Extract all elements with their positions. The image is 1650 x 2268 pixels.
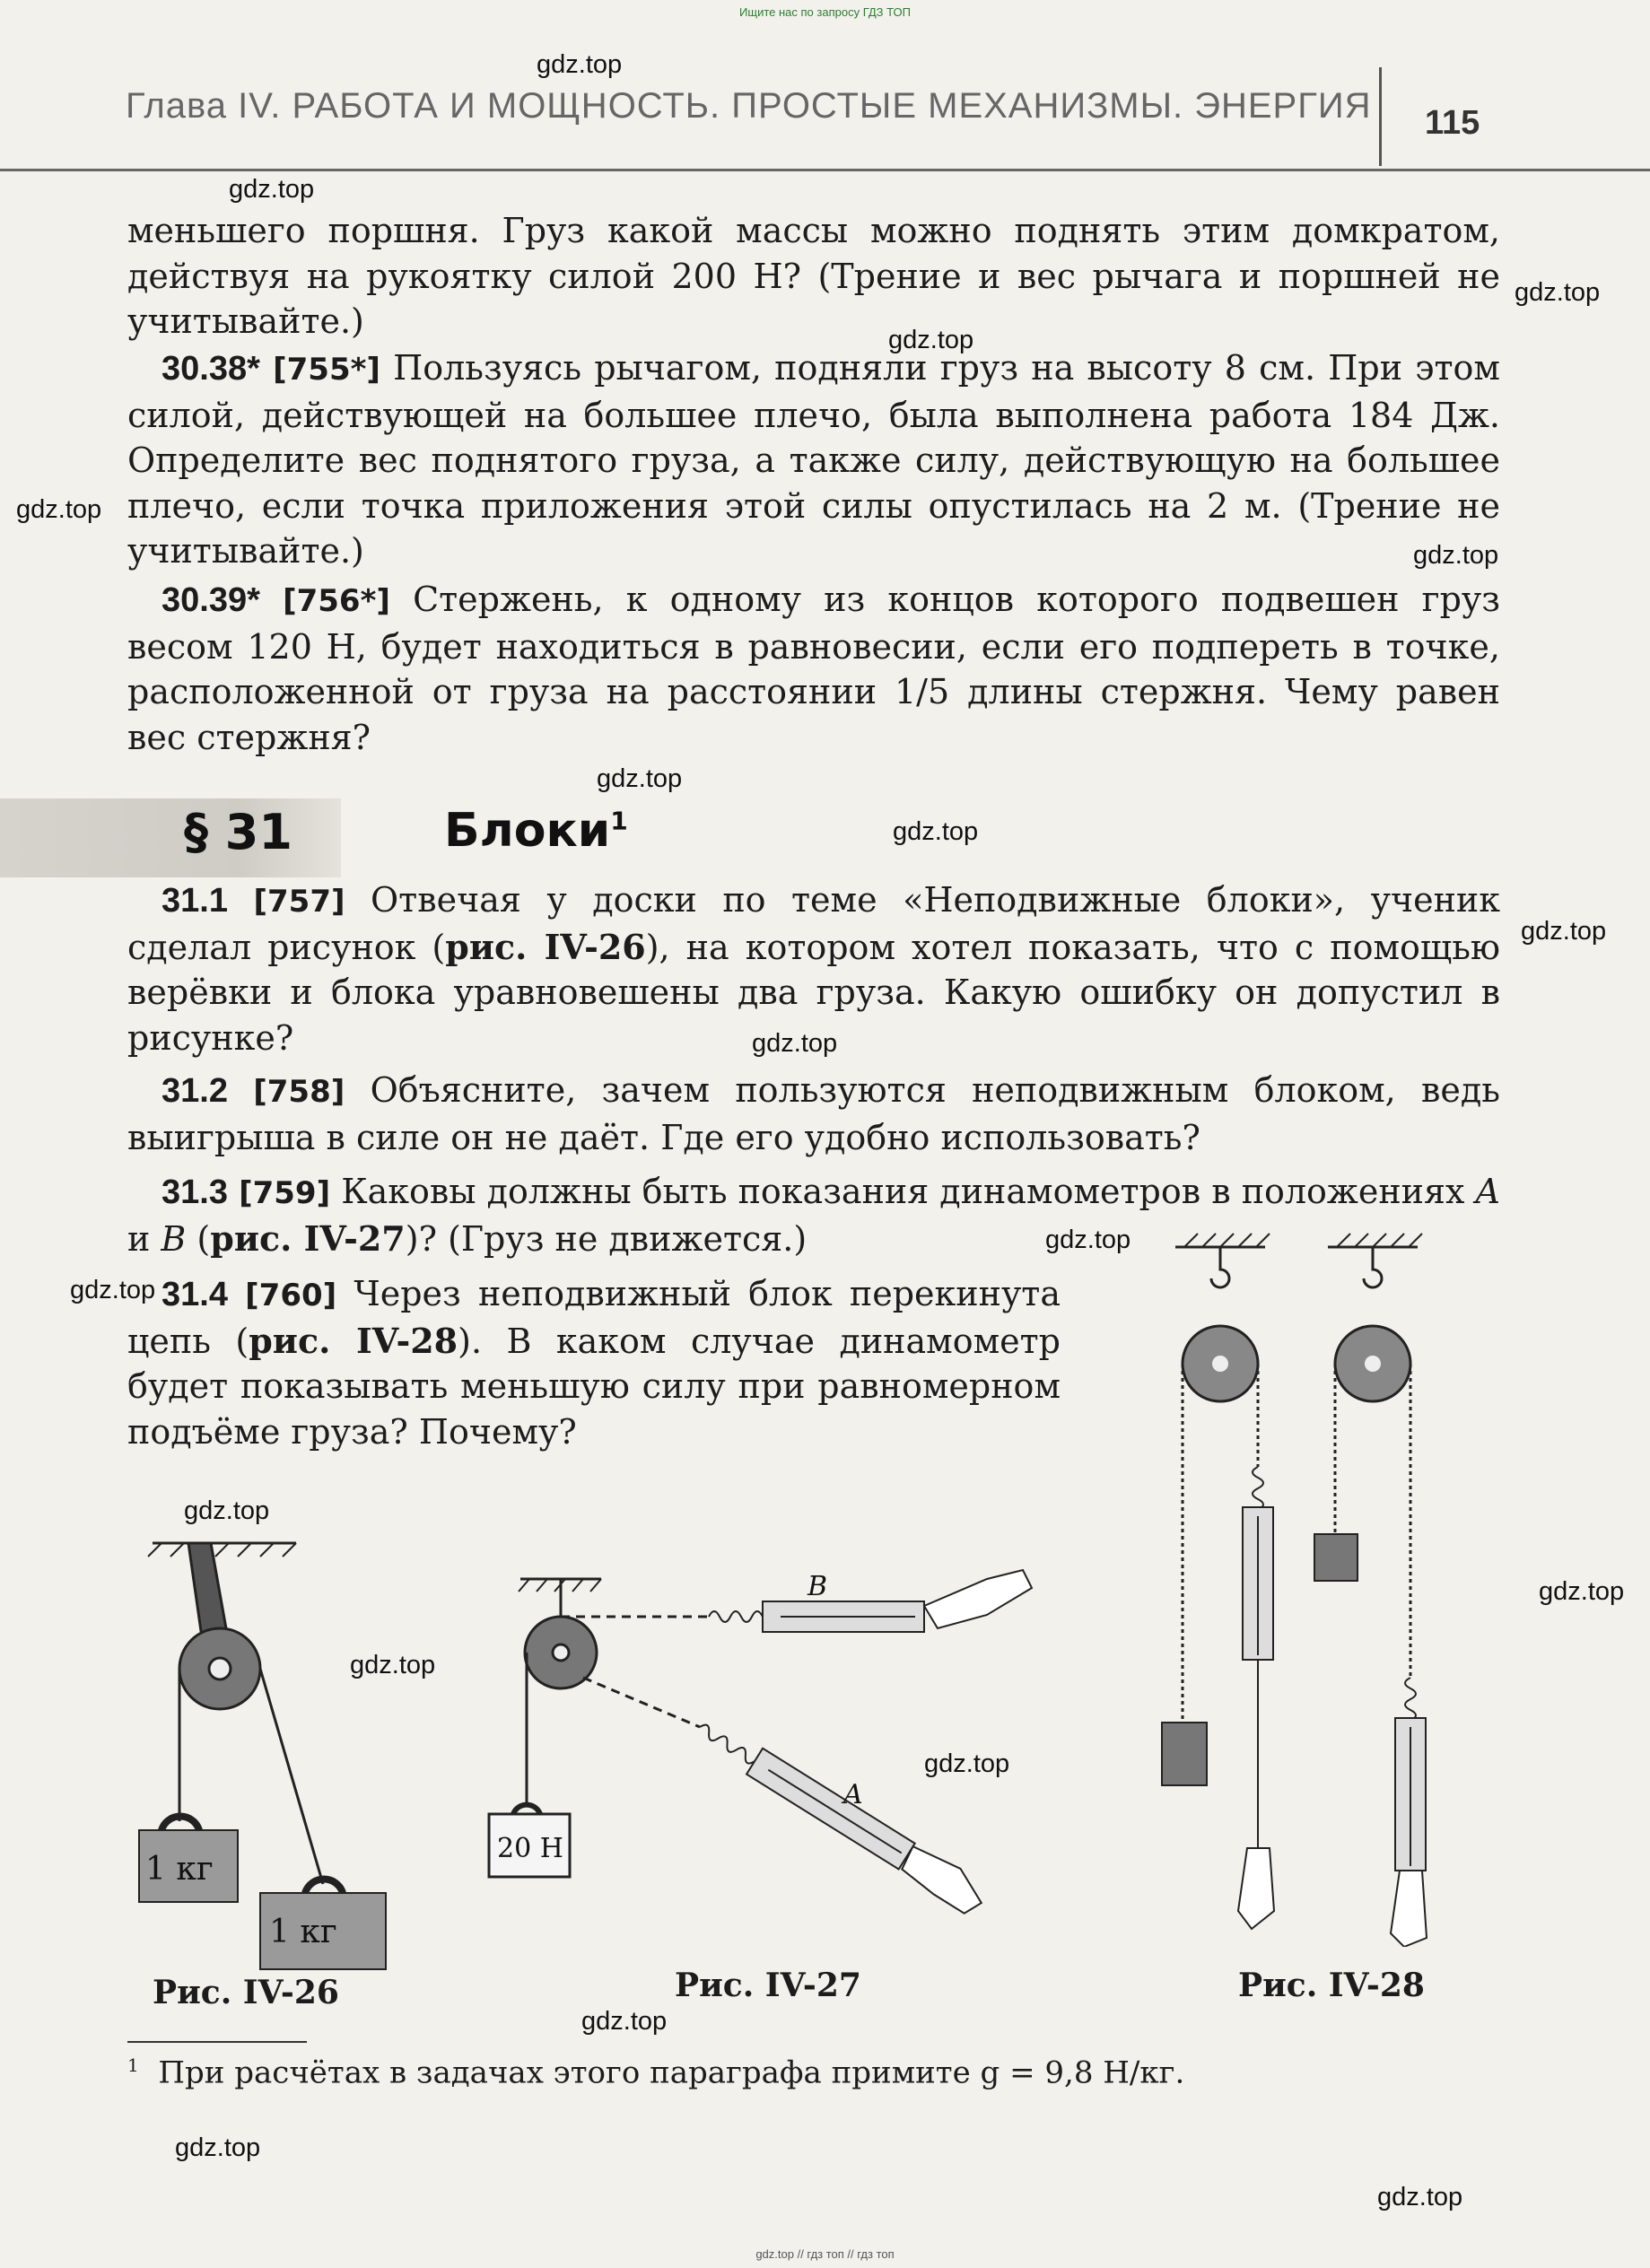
problem-number: 30.39 [162,581,248,619]
watermark: gdz.top [1515,278,1601,307]
chapter-title: Глава IV. РАБОТА И МОЩНОСТЬ. ПРОСТЫЕ МЕХАНИЗМЫ. ЭНЕРГИЯ [126,86,1372,126]
watermark: gdz.top [924,1749,1010,1778]
watermark: gdz.top [16,495,102,524]
watermark: gdz.top [752,1029,838,1058]
problem-ref: [758] [253,1074,345,1110]
problem-ref: [760] [245,1278,337,1313]
problem-ref: [759] [239,1175,331,1211]
weight-label: 20 Н [497,1833,563,1864]
watermark: gdz.top [350,1651,436,1679]
watermark: gdz.top [70,1276,156,1304]
figure-caption: Рис. IV-28 [1238,1967,1425,2004]
figure-iv-27 [485,1552,1059,1965]
problem-ref: [756*] [283,583,390,619]
figure-iv-26 [135,1525,511,1974]
figure-iv-28 [1148,1229,1489,1947]
section-title: Блоки$^1$ [444,804,628,858]
label-a: A [843,1779,863,1810]
figure-ref: рис. IV-28 [249,1320,458,1361]
problem-number: 30.38 [162,350,248,388]
problem-number: 31.3 [162,1173,228,1211]
watermark: gdz.top [1377,2183,1463,2211]
problem-number: 31.4 [162,1276,228,1313]
right-weight-label: 1 кг [269,1914,337,1950]
problem-number: 31.1 [162,882,228,920]
bottom-note: gdz.top // гдз топ // гдз топ [755,2247,895,2261]
problem-31-2: 31.2 [758] Объясните, зачем пользуются неподвижным блоком, ведь выигрыша в силе он не даёт. Где его удобно использовать? [127,1070,1500,1157]
problem-31-4: 31.4 [760] Через неподвижный блок перекинута цепь (рис. IV-28). В каком случае динамометр будет показывать меньшую силу при равномерном подъёме груза? Почему? [127,1274,1061,1452]
watermark: gdz.top [537,50,623,79]
watermark: gdz.top [1521,917,1607,946]
problem-31-3: 31.3 [759] Каковы должны быть показания динамометров в положениях A и B (рис. IV-27)? (Груз не движется.) [127,1172,1500,1259]
watermark: gdz.top [1539,1577,1625,1606]
watermark: gdz.top [597,764,683,793]
figure-ref: рис. IV-27 [210,1217,406,1259]
header-rule [0,169,1650,171]
footnote-rule [127,2041,307,2043]
problem-text: Пользуясь рычагом, подняли груз на высоту 8 см. При этом силой, действующей на большее плечо, была выполнена работа 184 Дж. Определите вес поднятого груза, а также силу, действующую на большее плечо, если точка приложения этой силы опустилась на 2 м. (Трение не учитывайте.) [127,348,1500,571]
problem-number: 31.2 [162,1072,228,1110]
watermark: gdz.top [229,175,315,204]
watermark: gdz.top [1413,541,1499,570]
problem-30-39: 30.39* [756*] Стержень, к одному из концов которого подвешен груз весом 120 Н, будет находиться в равновесии, если его подпереть в точке, расположенной от груза на расстоянии 1/5 длины стержня. Чему равен вес стержня? [127,580,1500,757]
left-weight-label: 1 кг [145,1851,214,1888]
watermark: gdz.top [888,326,974,354]
section-number: § 31 [184,804,292,860]
problem-31-1: 31.1 [757] Отвечая у доски по теме «Неподвижные блоки», ученик сделал рисунок (рис. IV-26), на котором хотел показать, что с помощью верёвки и блока уравновешены два груза. Какую ошибку он допустил в рисунке? [127,880,1500,1058]
figure-ref: рис. IV-26 [445,926,646,967]
problem-text: Стержень, к одному из концов которого подвешен груз весом 120 Н, будет находиться в равновесии, если его подпереть в точке, расположенной от груза на расстоянии 1/5 длины стержня. Чему равен вес стержня? [127,580,1500,757]
header-divider [1379,67,1382,166]
watermark: gdz.top [581,2007,668,2036]
label-b: B [808,1571,828,1602]
figure-caption: Рис. IV-27 [675,1967,861,2004]
watermark: gdz.top [175,2133,261,2162]
figure-caption: Рис. IV-26 [153,1974,339,2011]
problem-ref: [755*] [273,352,380,388]
problem-30-38: 30.38* [755*] Пользуясь рычагом, подняли груз на высоту 8 см. При этом силой, действующей на большее плечо, была выполнена работа 184 Дж. Определите вес поднятого груза, а также силу, действующую на большее плечо, если точка приложения этой силы опустилась на 2 м. (Трение не учитывайте.) [127,348,1500,571]
watermark: gdz.top [893,817,979,846]
watermark: gdz.top [184,1496,270,1525]
page-number: 115 [1425,104,1480,142]
continuation-paragraph: меньшего поршня. Груз какой массы можно поднять этим домкратом, действуя на рукоятку силой 200 Н? (Трение и вес рычага и поршней не учитывайте.) [127,211,1500,341]
watermark: gdz.top [1045,1226,1131,1254]
top-note: Ищите нас по запросу ГДЗ ТОП [739,5,911,19]
problem-ref: [757] [253,884,345,920]
footnote: $^1$ При расчётах в задачах этого параграфа примите g = 9,8 Н/кг. [127,2054,1185,2091]
